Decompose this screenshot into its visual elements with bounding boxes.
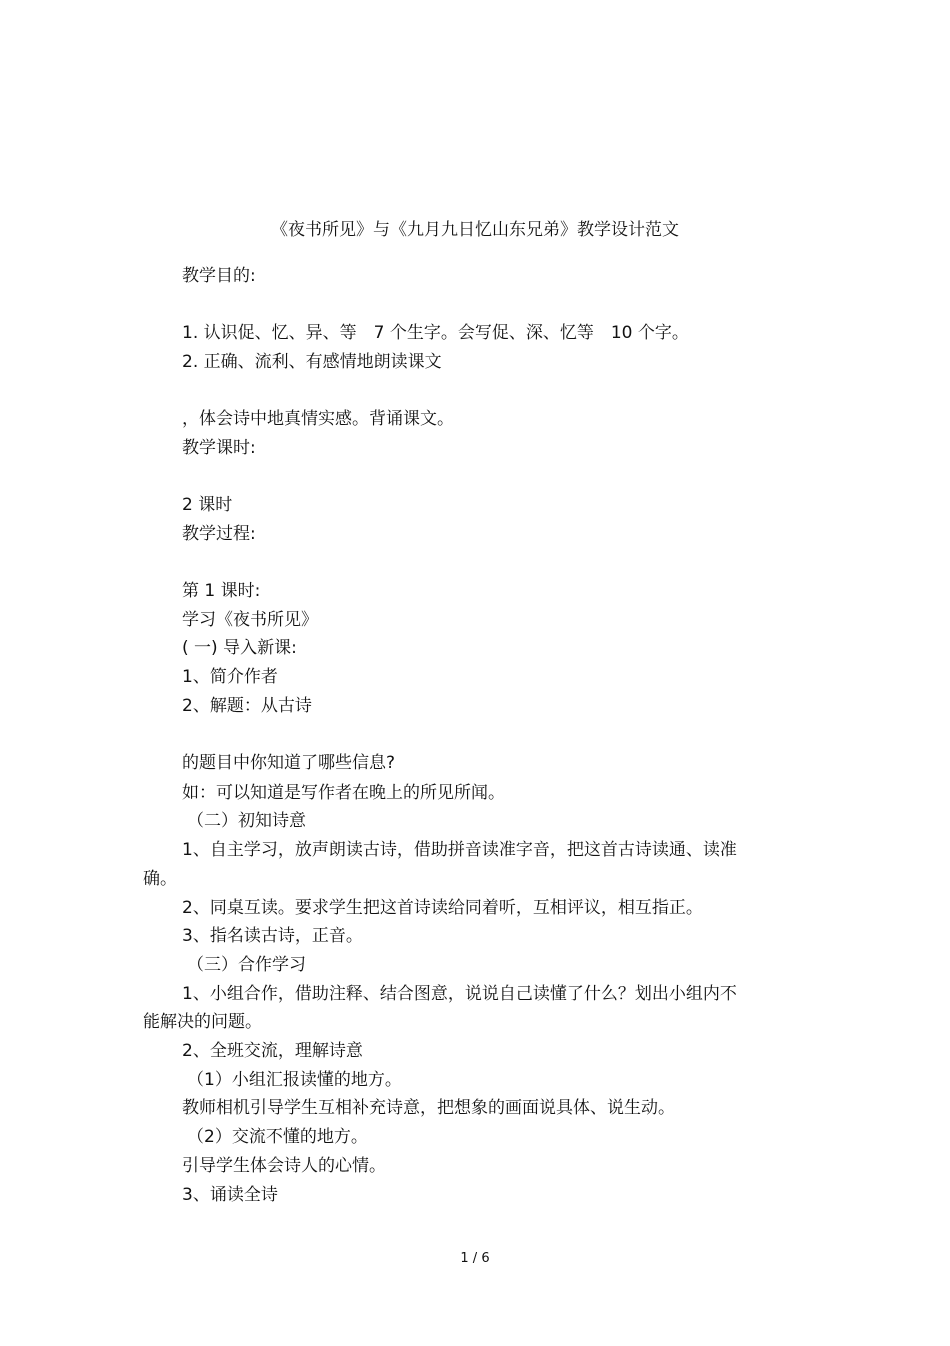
- paragraph-line: （2）交流不懂的地方。: [187, 1127, 368, 1147]
- paragraph-line: （三）合作学习: [187, 955, 306, 975]
- paragraph-line: （二）初知诗意: [187, 811, 306, 831]
- paragraph-line: 1. 认识促、忆、异、等 7 个生字。会写促、深、忆等 10 个字。: [182, 323, 689, 343]
- paragraph-line: 2 课时: [182, 495, 233, 515]
- paragraph-line: 如：可以知道是写作者在晚上的所见所闻。: [182, 783, 505, 803]
- page-number: 1 / 6: [460, 1251, 490, 1266]
- paragraph-line: 确。: [143, 869, 177, 889]
- paragraph-line: 1、自主学习，放声朗读古诗，借助拼音读准字音，把这首古诗读通、读准: [182, 840, 737, 860]
- paragraph-line: 1、简介作者: [182, 667, 278, 687]
- paragraph-line: ，体会诗中地真情实感。背诵课文。: [182, 409, 454, 429]
- paragraph-line: 学习《夜书所见》: [182, 610, 318, 630]
- paragraph-line: 教师相机引导学生互相补充诗意，把想象的画面说具体、说生动。: [182, 1098, 675, 1118]
- section-heading-objectives: 教学目的:: [182, 266, 256, 286]
- paragraph-line: 能解决的问题。: [143, 1012, 262, 1032]
- section-heading-process: 教学过程:: [182, 524, 256, 544]
- paragraph-line: 3、指名读古诗，正音。: [182, 926, 363, 946]
- section-heading-periods: 教学课时:: [182, 438, 256, 458]
- paragraph-line: 的题目中你知道了哪些信息?: [182, 753, 396, 773]
- paragraph-line: ( 一) 导入新课:: [182, 638, 297, 658]
- paragraph-line: （1）小组汇报读懂的地方。: [187, 1070, 402, 1090]
- paragraph-line: 2. 正确、流利、有感情地朗读课文: [182, 352, 442, 372]
- paragraph-line: 2、解题：从古诗: [182, 696, 312, 716]
- paragraph-line: 引导学生体会诗人的心情。: [182, 1156, 386, 1176]
- paragraph-line: 第 1 课时:: [182, 581, 261, 601]
- paragraph-line: 2、同桌互读。要求学生把这首诗读给同着听，互相评议，相互指正。: [182, 898, 703, 918]
- document-title: 《夜书所见》与《九月九日忆山东兄弟》教学设计范文: [271, 220, 679, 240]
- paragraph-line: 3、诵读全诗: [182, 1185, 278, 1205]
- paragraph-line: 1、小组合作，借助注释、结合图意，说说自己读懂了什么？划出小组内不: [182, 984, 737, 1004]
- paragraph-line: 2、全班交流，理解诗意: [182, 1041, 363, 1061]
